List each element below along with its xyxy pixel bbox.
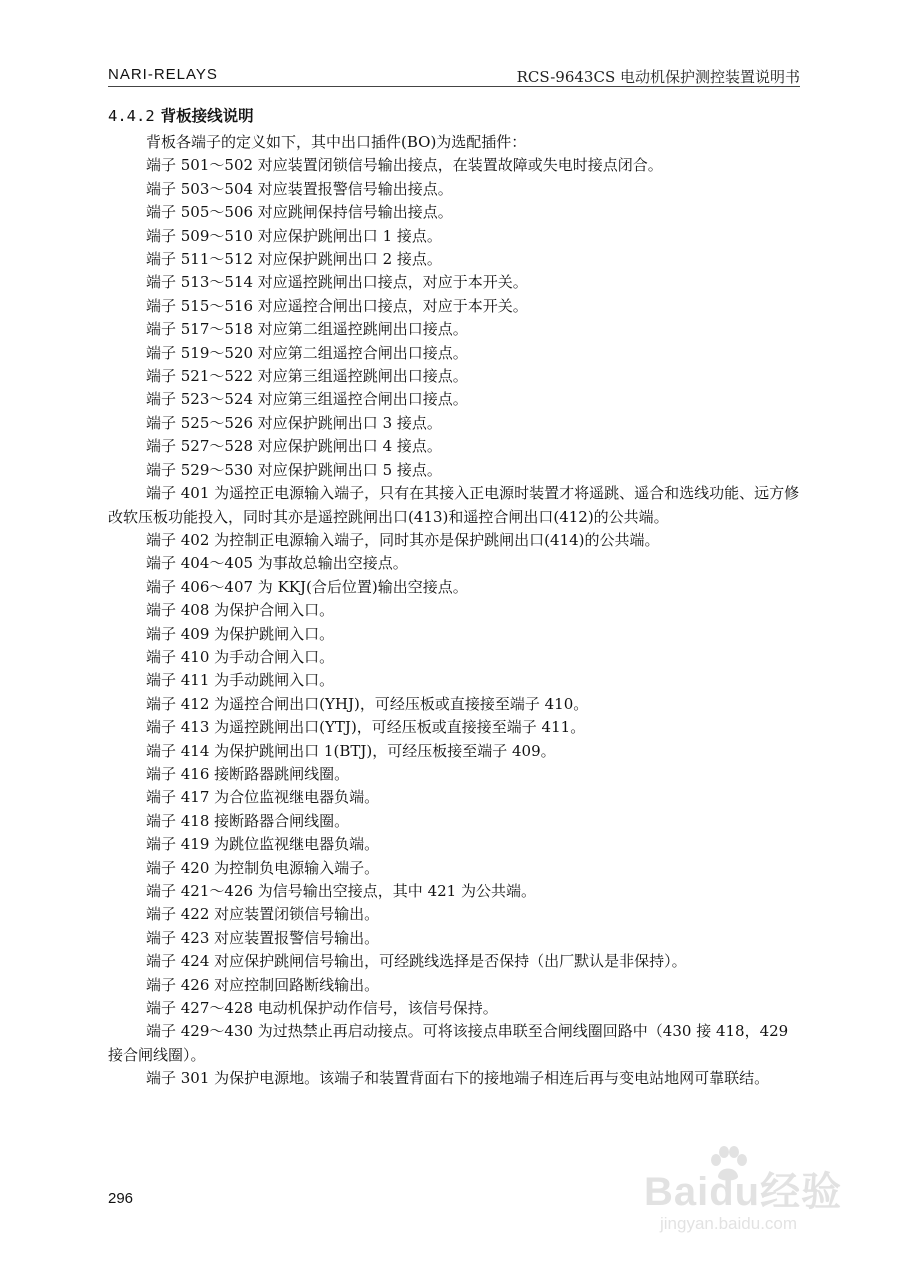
- page-header: [108, 64, 800, 88]
- paragraph: 端子 421～426 为信号输出空接点，其中 421 为公共端。: [146, 882, 536, 900]
- paragraph: 端子 429～430 为过热禁止再启动接点。可将该接点串联至合闸线圈回路中（430 接 418，429 接合闸线圈）。: [108, 1022, 794, 1064]
- paragraph: 端子 529～530 对应保护跳闸出口 5 接点。: [146, 460, 442, 479]
- paragraph: 端子 505～506 对应跳闸保持信号输出接点。: [146, 203, 453, 222]
- paragraph: 背板各端子的定义如下，其中出口插件(BO)为选配插件：: [146, 133, 527, 151]
- brand-name: NARI-RELAYS: [108, 66, 218, 83]
- paragraph: 端子 406～407 为 KKJ(合后位置)输出空接点。: [146, 577, 468, 596]
- paragraph: 端子 404～405 为事故总输出空接点。: [146, 554, 408, 573]
- document-title: RCS-9643CS 电动机保护测控装置说明书: [516, 68, 800, 86]
- baidu-jingyan-watermark: [640, 1140, 890, 1250]
- paragraph: 端子 525～526 对应保护跳闸出口 3 接点。: [146, 413, 442, 432]
- paragraph: 端子 426 对应控制回路断线输出。: [146, 975, 380, 994]
- paragraph: 端子 301 为保护电源地。该端子和装置背面右下的接地端子相连后再与变电站地网可靠联结。: [146, 1069, 770, 1088]
- section-heading: [108, 104, 254, 126]
- paragraph: 端子 424 对应保护跳闸信号输出，可经跳线选择是否保持（出厂默认是非保持）。: [146, 952, 687, 971]
- paragraph: 端子 521～522 对应第三组遥控跳闸出口接点。: [146, 367, 468, 386]
- paragraph: 端子 513～514 对应遥控跳闸出口接点，对应于本开关。: [146, 273, 528, 292]
- paragraph: 端子 417 为合位监视继电器负端。: [146, 788, 380, 807]
- paragraph: 端子 414 为保护跳闸出口 1(BTJ)，可经压板接至端子 409。: [146, 741, 556, 760]
- header-divider: [108, 86, 800, 87]
- paragraph: 端子 411 为手动跳闸入口。: [146, 671, 335, 690]
- paragraph: 端子 413 为遥控跳闸出口(YTJ)，可经压板或直接接至端子 411。: [146, 718, 586, 737]
- paragraph: 端子 503～504 对应装置报警信号输出接点。: [146, 179, 453, 198]
- paragraph: 端子 427～428 电动机保护动作信号，该信号保持。: [146, 999, 498, 1018]
- paragraph: 端子 420 为控制负电源输入端子。: [146, 858, 380, 877]
- paragraph: 端子 523～524 对应第三组遥控合闸出口接点。: [146, 390, 468, 409]
- paragraph: 端子 509～510 对应保护跳闸出口 1 接点。: [146, 226, 442, 245]
- paragraph: 端子 419 为跳位监视继电器负端。: [146, 835, 380, 854]
- section-number: 4.4.2: [108, 107, 155, 125]
- paragraph: 端子 501～502 对应装置闭锁信号输出接点，在装置故障或失电时接点闭合。: [146, 156, 663, 175]
- paragraph: 端子 408 为保护合闸入口。: [146, 601, 335, 620]
- body-text: [108, 131, 800, 1091]
- paragraph: 端子 519～520 对应第二组遥控合闸出口接点。: [146, 343, 468, 362]
- page-number: 296: [108, 1190, 134, 1207]
- paragraph: 端子 409 为保护跳闸入口。: [146, 624, 335, 643]
- paragraph: 端子 423 对应装置报警信号输出。: [146, 928, 380, 947]
- watermark-brand: Baidu经验: [644, 1170, 843, 1214]
- paragraph: 端子 515～516 对应遥控合闸出口接点，对应于本开关。: [146, 296, 528, 315]
- paragraph: 端子 416 接断路器跳闸线圈。: [146, 764, 350, 783]
- watermark-url: jingyan.baidu.com: [660, 1214, 798, 1233]
- paragraph: 端子 418 接断路器合闸线圈。: [146, 811, 350, 830]
- section-title: 背板接线说明: [160, 106, 254, 125]
- paragraph: 端子 410 为手动合闸入口。: [146, 647, 335, 666]
- paragraph: 端子 511～512 对应保护跳闸出口 2 接点。: [146, 250, 442, 269]
- paragraph: 端子 527～528 对应保护跳闸出口 4 接点。: [146, 437, 442, 456]
- paragraph: 端子 422 对应装置闭锁信号输出。: [146, 905, 380, 924]
- paragraph: 端子 402 为控制正电源输入端子，同时其亦是保护跳闸出口(414)的公共端。: [146, 530, 660, 549]
- paragraph: 端子 412 为遥控合闸出口(YHJ)，可经压板或直接接至端子 410。: [146, 694, 589, 713]
- paragraph: 端子 401 为遥控正电源输入端子，只有在其接入正电源时装置才将遥跳、遥合和选线功能、远方修改软压板功能投入，同时其亦是遥控跳闸出口(413)和遥控合闸出口(412)的公共端。: [108, 484, 800, 526]
- paragraph: 端子 517～518 对应第二组遥控跳闸出口接点。: [146, 320, 468, 339]
